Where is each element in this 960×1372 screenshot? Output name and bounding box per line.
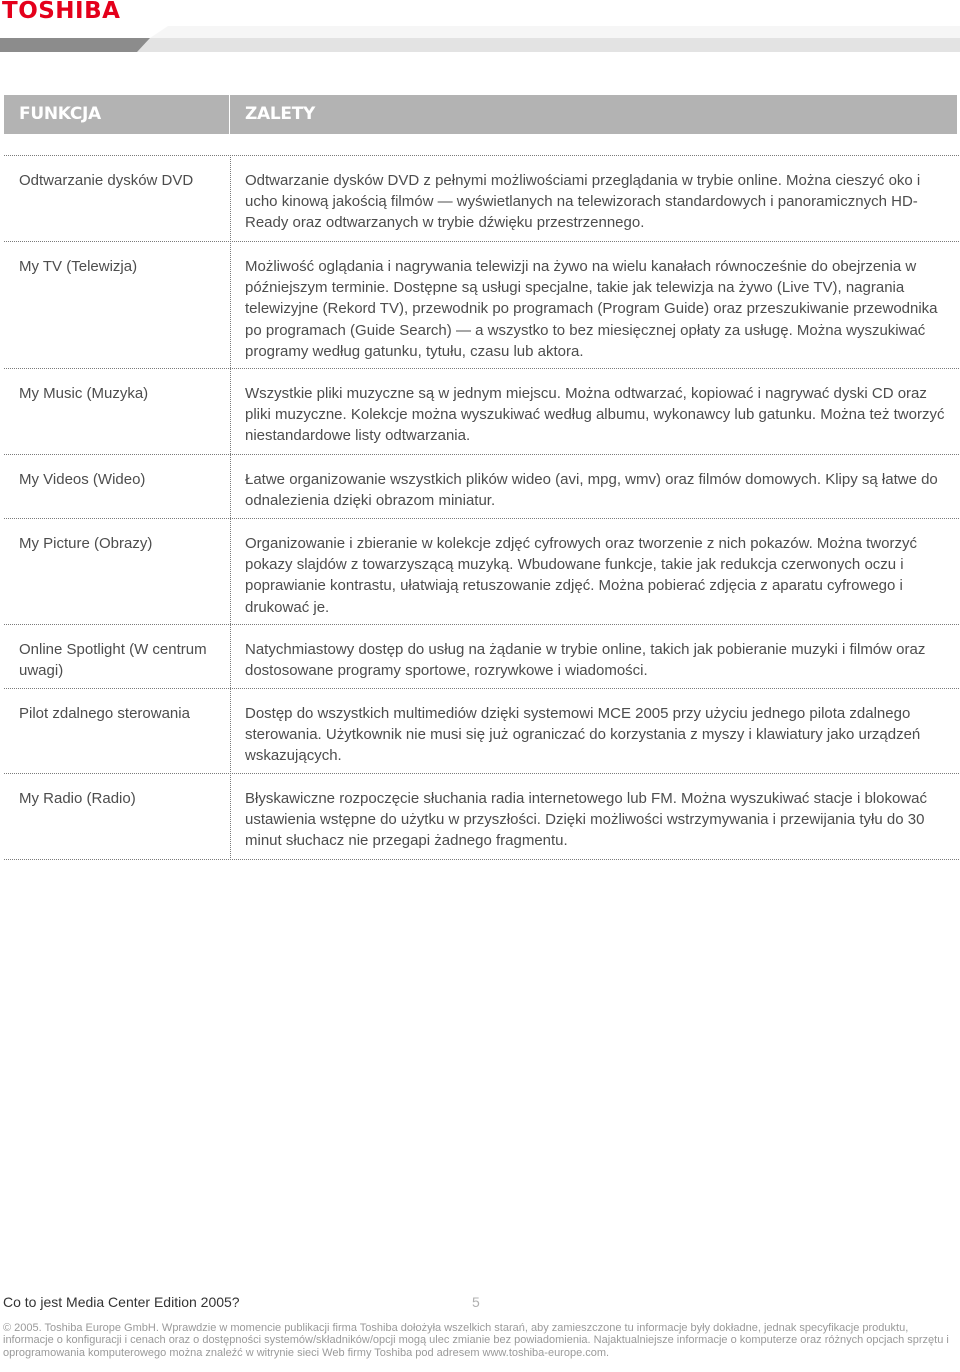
table-row <box>4 624 959 688</box>
table-row <box>4 155 959 241</box>
table-row <box>4 773 959 860</box>
feature-cell: Pilot zdalnego sterowania <box>19 705 190 722</box>
table-row <box>4 518 959 624</box>
header-band <box>0 26 960 52</box>
table-row <box>4 454 959 518</box>
benefit-cell: Dostęp do wszystkich multimediów dzięki systemowi MCE 2005 przy użyciu jednego pilota zdalnego sterowania. Użytkownik nie musi się już ograniczać do korzystania z myszy i klawiatury jako urządzeń wskazujących. <box>245 705 921 765</box>
feature-cell: My TV (Telewizja) <box>19 258 138 275</box>
table-row <box>4 241 959 368</box>
header-benefit: ZALETY <box>230 95 957 134</box>
footer-title: Co to jest Media Center Edition 2005? <box>3 1294 240 1310</box>
table-row <box>4 368 959 454</box>
benefit-cell: Organizowanie i zbieranie w kolekcje zdjęć cyfrowych oraz tworzenie z nich pokazów. Można tworzyć pokazy slajdów z towarzyszącą muzyką. Wbudowane funkcje, takie jak redukcja czerwonych oczu i poprawianie kontrastu, ułatwiają retuszowanie zdjęć. Można pobierać zdjęcia z aparatu cyfrowego i drukować je. <box>245 535 917 616</box>
feature-cell: My Videos (Wideo) <box>19 471 146 488</box>
feature-cell: Online Spotlight (W centrum uwagi) <box>19 641 207 680</box>
toshiba-logo: TOSHIBA <box>2 0 121 24</box>
benefit-cell: Natychmiastowy dostęp do usług na żądanie w trybie online, takich jak pobieranie muzyki i filmów oraz dostosowane programy sportowe, rozrywkowe i wiadomości. <box>245 641 926 680</box>
benefit-cell: Możliwość oglądania i nagrywania telewizji na żywo na wielu kanałach równocześnie do obejrzenia w późniejszym terminie. Dostępne są usługi specjalne, takie jak telewizja na żywo (Live TV), nagrania telewizyjne (Rekord TV), przewodnik po programach (Program Guide) oraz przeszukiwanie przewodnika po programach (Guide Search) — a wszystko to bez miesięcznej opłaty za usługę. Można wyszukiwać programy według gatunku, tytułu, czasu lub aktora. <box>245 258 938 360</box>
feature-cell: My Music (Muzyka) <box>19 385 149 402</box>
table-row <box>4 688 959 773</box>
legal-notice: © 2005. Toshiba Europe GmbH. Wprawdzie w momencie publikacji firma Toshiba dołożyła wszelkich starań, aby zamieszczone tu informacje były dokładne, jednak specyfikacje produktu, informacje o konfiguracji i cenach oraz o dostępności systemów/składników/opcji mogą ulec zmianie bez powiadomienia. Najaktualniejsze informacje o komputerze oraz różnych opcjach sprzętu i oprogramowania komputerowego można znaleźć w witrynie sieci Web firmy Toshiba pod adresem www.toshiba-europe.com. <box>3 1322 949 1359</box>
benefit-cell: Odtwarzanie dysków DVD z pełnymi możliwościami przeglądania w trybie online. Można cieszyć oko i ucho kinową jakością filmów — wyświetlanych na telewizorach standardowych i panoramicznych HD-Ready oraz odtwarzanych w trybie dźwięku przestrzennego. <box>245 172 921 232</box>
benefit-cell: Błyskawiczne rozpoczęcie słuchania radia internetowego lub FM. Można wyszukiwać stacje i blokować ustawienia wstępne do użytku w przyszłości. Dzięki możliwości wstrzymywania i przewijania tyłu do 30 minut słuchacz nie przegapi żadnego fragmentu. <box>245 790 927 850</box>
benefit-cell: Wszystkie pliki muzyczne są w jednym miejscu. Można odtwarzać, kopiować i nagrywać dyski CD oraz pliki muzyczne. Kolekcje można wyszukiwać według albumu, wykonawcy lub gatunku. Można też tworzyć niestandardowe listy odtwarzania. <box>245 385 945 445</box>
feature-cell: My Picture (Obrazy) <box>19 535 153 552</box>
page-number: 5 <box>472 1294 480 1310</box>
feature-cell: My Radio (Radio) <box>19 790 136 807</box>
table-header <box>0 95 960 134</box>
feature-cell: Odtwarzanie dysków DVD <box>19 172 194 189</box>
header-feature: FUNKCJA <box>4 95 229 134</box>
benefit-cell: Łatwe organizowanie wszystkich plików wideo (avi, mpg, wmv) oraz filmów domowych. Klipy są łatwe do odnalezienia dzięki obrazom miniatur. <box>245 471 938 510</box>
